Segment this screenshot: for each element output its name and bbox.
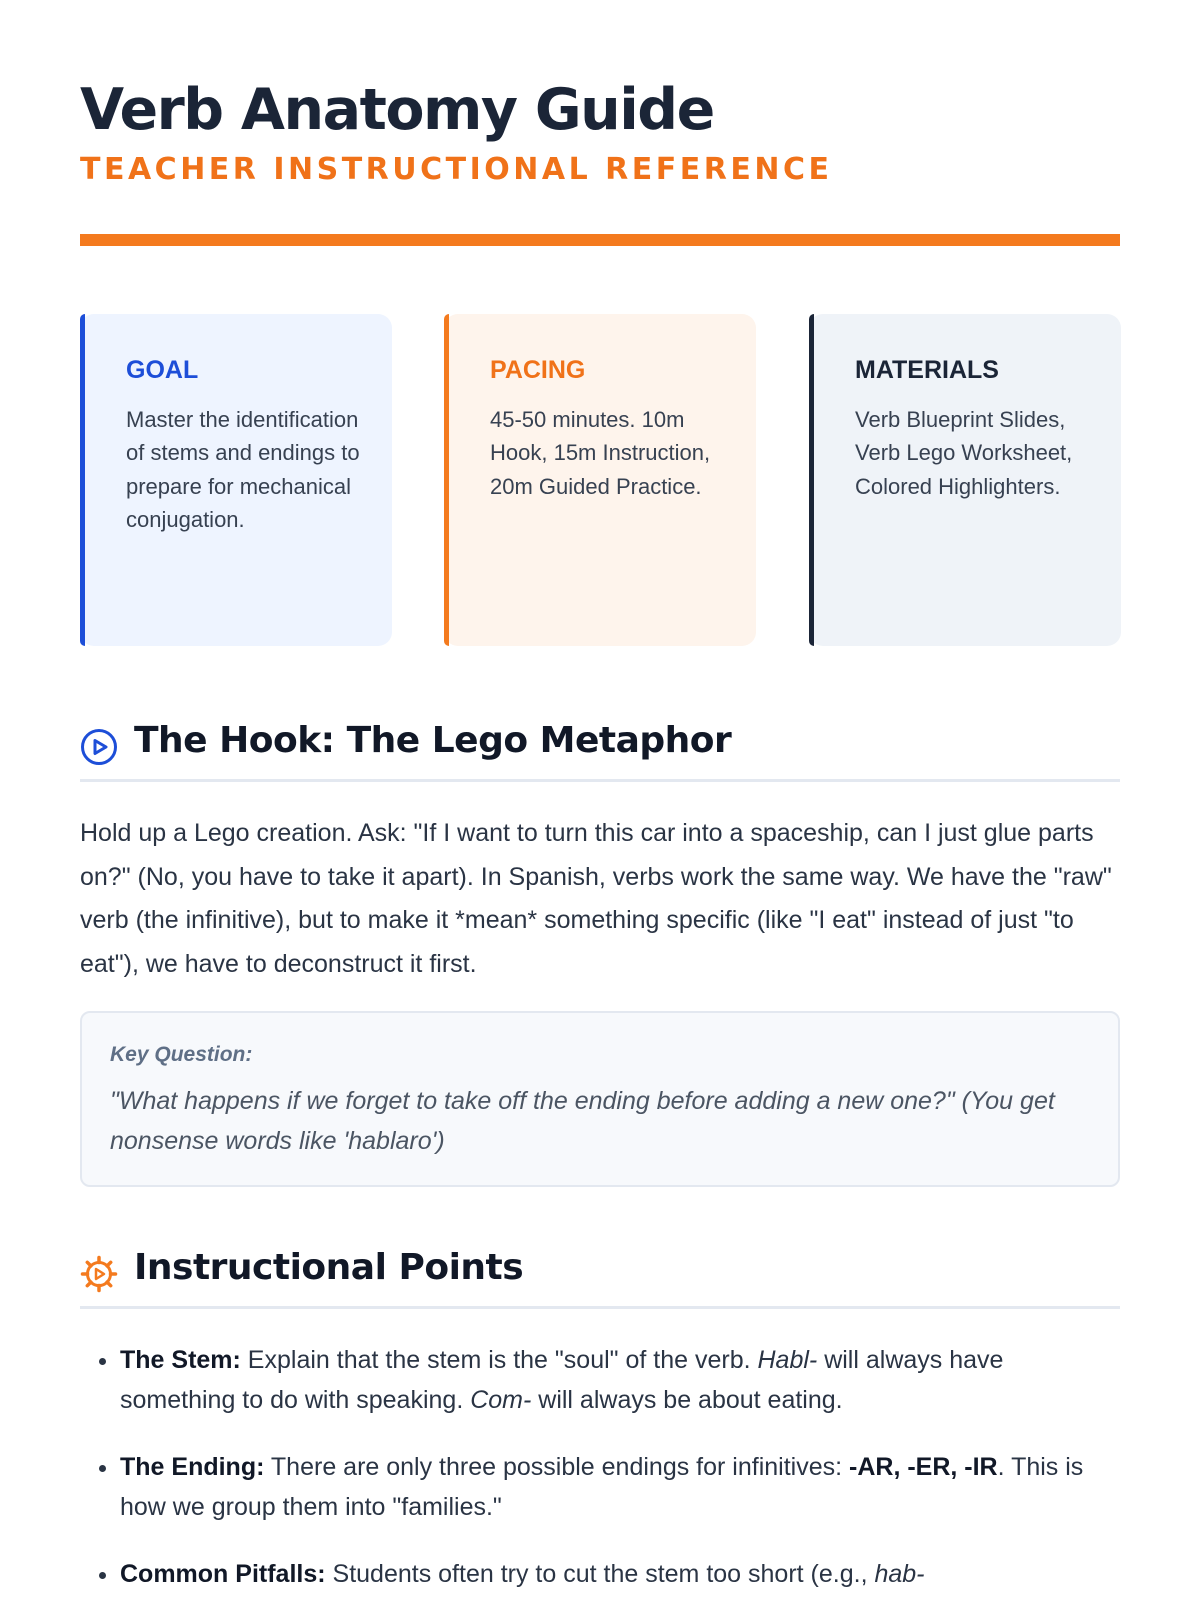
play-circle-icon: [80, 728, 118, 766]
key-question-box: [80, 1011, 1120, 1187]
page-subtitle: TEACHER INSTRUCTIONAL REFERENCE: [80, 152, 833, 187]
point-example: Com-: [470, 1386, 532, 1414]
header-divider: [80, 234, 1120, 246]
pacing-text: 45-50 minutes. 10m Hook, 15m Instruction, 20m Guided Practice.: [490, 406, 711, 499]
list-item: [120, 1554, 1120, 1594]
hook-section-header: [80, 712, 1120, 782]
point-example: hab-: [874, 1560, 925, 1588]
point-example: Habl-: [757, 1346, 818, 1374]
point-term: Common Pitfalls:: [120, 1560, 326, 1588]
key-question-label: Key Question:: [110, 1043, 253, 1066]
instructional-points-list: [80, 1340, 1120, 1600]
materials-text: Verb Blueprint Slides, Verb Lego Worksheet, Colored Highlighters.: [855, 406, 1073, 499]
point-text: Students often try to cut the stem too short (e.g.,: [325, 1560, 875, 1588]
materials-heading: MATERIALS: [855, 356, 999, 384]
goal-text: Master the identification of stems and endings to prepare for mechanical conjugation.: [126, 406, 360, 532]
pacing-card-accent-bar: [444, 314, 449, 646]
point-text: There are only three possible endings for infinitives:: [264, 1453, 850, 1481]
point-text: . This is how we group them into "families.": [120, 1453, 1084, 1521]
materials-card-accent-bar: [809, 314, 814, 646]
key-question-text: "What happens if we forget to take off the ending before adding a new one?" (You get nonsense words like 'hablaro'): [110, 1087, 1055, 1155]
gear-icon: [80, 1255, 118, 1293]
point-text: will always be about eating.: [531, 1386, 843, 1414]
instructional-section-header: [80, 1239, 1120, 1309]
point-term: The Ending:: [120, 1453, 265, 1481]
hook-paragraph: Hold up a Lego creation. Ask: "If I want to turn this car into a spaceship, can I just glue parts on?" (No, you have to take it apart). In Spanish, verbs work the same way. We have the "raw" verb (the infinitive), but to make it *mean* something specific (like "I eat" instead of just "to eat"), we have to deconstruct it first.: [80, 819, 1112, 978]
point-emphasis: -AR, -ER, -IR: [849, 1453, 998, 1481]
page-title: Verb Anatomy Guide: [80, 77, 714, 143]
pacing-card: [444, 314, 756, 646]
materials-card: [809, 314, 1121, 646]
list-item: [120, 1447, 1120, 1527]
instructional-section-title: Instructional Points: [134, 1247, 524, 1288]
goal-heading: GOAL: [126, 356, 199, 384]
point-term: The Stem:: [120, 1346, 241, 1374]
point-text: Explain that the stem is the "soul" of the verb.: [240, 1346, 758, 1374]
goal-card: [80, 314, 392, 646]
list-item: [120, 1340, 1120, 1420]
point-text: will always have something to do with speaking.: [120, 1346, 1004, 1414]
goal-card-accent-bar: [80, 314, 85, 646]
pacing-heading: PACING: [490, 356, 586, 384]
hook-section-title: The Hook: The Lego Metaphor: [134, 720, 732, 761]
